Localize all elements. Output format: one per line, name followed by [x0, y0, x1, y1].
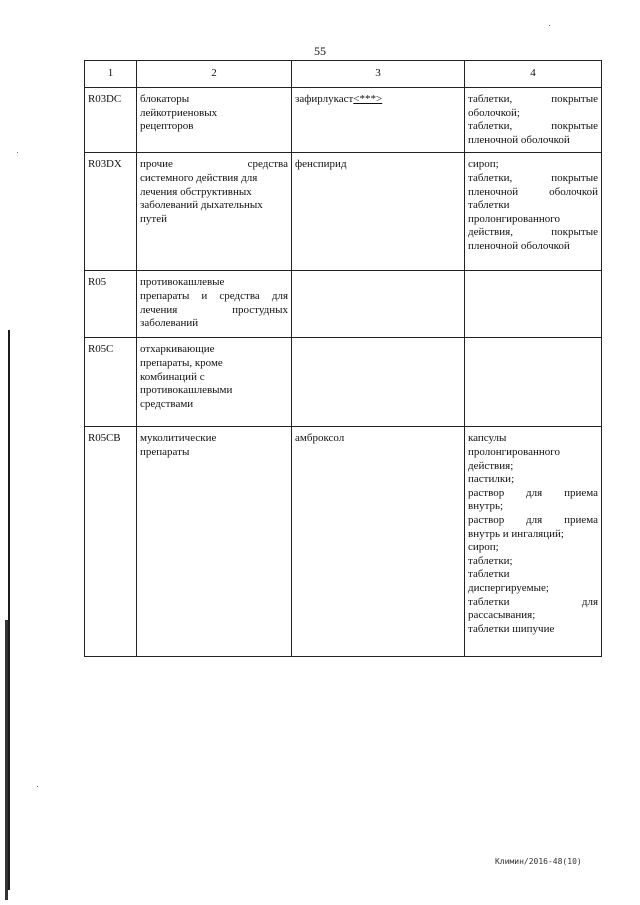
dosage-form-line: пленочной оболочкой: [468, 185, 598, 198]
dosage-form-line: капсулы: [468, 432, 507, 445]
dosage-form-line: таблетки: [468, 199, 510, 212]
group-name-line: лечения простудных: [140, 303, 288, 316]
group-name-cell: [137, 427, 292, 657]
dosage-form-line: пленочной оболочкой: [468, 239, 570, 252]
group-name-line: отхаркивающие: [140, 343, 215, 356]
group-name-line: системного действия для: [140, 171, 258, 184]
dosage-forms-cell: [465, 271, 602, 338]
scan-speck: [549, 25, 550, 26]
group-name-line: лечения обструктивных: [140, 185, 252, 198]
dosage-form-line: таблетки, покрытые: [468, 171, 598, 184]
group-name-cell: [137, 338, 292, 427]
atc-code-cell: R05CB: [85, 427, 137, 657]
dosage-form-line: таблетки;: [468, 554, 513, 567]
dosage-form-line: таблетки для: [468, 595, 598, 608]
dosage-form-line: внутрь;: [468, 500, 504, 513]
group-name-line: препараты, кроме: [140, 356, 223, 369]
substance-cell: [292, 427, 465, 657]
substance-cell: [292, 271, 465, 338]
group-name-line: препараты и средства для: [140, 289, 288, 302]
table-row: [85, 338, 602, 427]
substance-cell: [292, 338, 465, 427]
substance-name: фенспирид: [295, 158, 347, 171]
group-name-line: лейкотриеновых: [140, 106, 218, 119]
group-name-cell: [137, 153, 292, 271]
binder-mark: [8, 330, 10, 890]
group-name-line: прочие средства: [140, 158, 288, 171]
group-name-cell: [137, 271, 292, 338]
column-header: 1: [85, 61, 137, 88]
atc-code-cell: R05C: [85, 338, 137, 427]
table-row: [85, 427, 602, 657]
column-header: 4: [465, 61, 602, 88]
dosage-forms-cell: [465, 153, 602, 271]
dosage-form-line: пастилки;: [468, 473, 515, 486]
dosage-form-line: оболочкой;: [468, 106, 520, 119]
header-row: [85, 61, 602, 88]
substance-cell: [292, 88, 465, 153]
substance-name: зафирлукаст: [295, 93, 354, 105]
scan-speck: [37, 786, 38, 787]
group-name-line: путей: [140, 212, 167, 225]
dosage-form-line: пленочной оболочкой: [468, 133, 570, 146]
medication-table: [84, 60, 602, 657]
dosage-forms-cell: [465, 88, 602, 153]
column-header: 3: [292, 61, 465, 88]
dosage-form-line: пролонгированного: [468, 445, 560, 458]
table-row: [85, 88, 602, 153]
dosage-form-line: действия, покрытые: [468, 226, 598, 239]
dosage-form-line: диспергируемые;: [468, 581, 549, 594]
dosage-form-line: таблетки, покрытые: [468, 120, 598, 133]
dosage-form-line: внутрь и ингаляций;: [468, 527, 564, 540]
group-name-line: рецепторов: [140, 120, 194, 133]
group-name-cell: [137, 88, 292, 153]
substance-name: амброксол: [295, 432, 345, 445]
dosage-form-line: раствор для приема: [468, 513, 598, 526]
group-name-line: средствами: [140, 397, 194, 410]
dosage-form-line: таблетки, покрытые: [468, 93, 598, 105]
group-name-line: заболеваний дыхательных: [140, 199, 263, 212]
dosage-form-line: сироп;: [468, 158, 499, 171]
dosage-forms-cell: [465, 427, 602, 657]
dosage-form-line: сироп;: [468, 541, 499, 554]
binder-mark: [5, 620, 8, 900]
table-row: [85, 271, 602, 338]
group-name-line: противокашлевые: [140, 276, 225, 289]
dosage-form-line: таблетки шипучие: [468, 622, 555, 635]
table-row: [85, 153, 602, 271]
dosage-form-line: действия;: [468, 459, 514, 472]
footnote-reference-link[interactable]: <***>: [353, 93, 383, 105]
group-name-line: блокаторы: [140, 93, 190, 105]
dosage-form-line: рассасывания;: [468, 609, 536, 622]
page-number: 55: [314, 44, 326, 58]
group-name-line: комбинаций с: [140, 370, 205, 383]
atc-code-cell: R05: [85, 271, 137, 338]
atc-code-cell: R03DC: [85, 88, 137, 153]
column-header: 2: [137, 61, 292, 88]
substance-cell: [292, 153, 465, 271]
group-name-line: препараты: [140, 445, 190, 458]
dosage-form-line: пролонгированного: [468, 212, 560, 225]
atc-code-cell: R03DX: [85, 153, 137, 271]
dosage-form-line: раствор для приема: [468, 486, 598, 499]
dosage-forms-cell: [465, 338, 602, 427]
scan-speck: [17, 152, 18, 153]
dosage-form-line: таблетки: [468, 568, 510, 581]
group-name-line: противокашлевыми: [140, 384, 233, 397]
footer-stamp: Климин/2016-48(10): [495, 857, 582, 866]
group-name-line: муколитические: [140, 432, 217, 445]
group-name-line: заболеваний: [140, 317, 199, 330]
